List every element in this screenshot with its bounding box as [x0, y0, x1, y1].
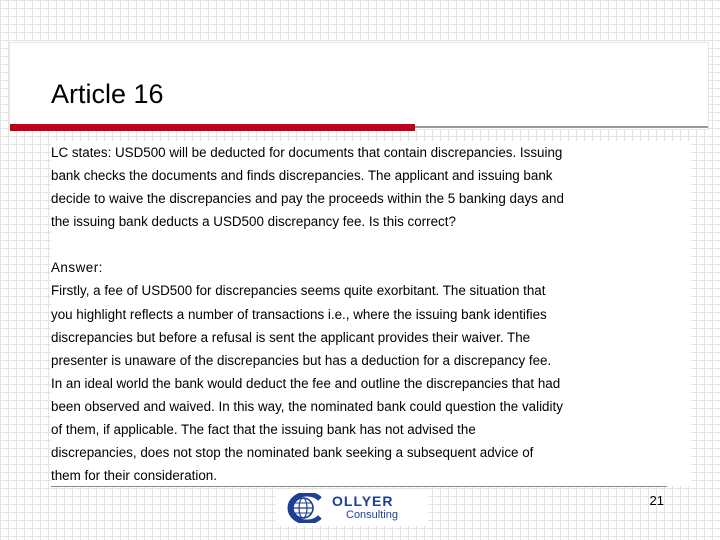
answer-line: discrepancies, does not stop the nominated bank seeking a subsequent advice of	[51, 445, 534, 461]
answer-line: been observed and waived. In this way, the nominated bank could question the validity	[51, 398, 563, 414]
answer-line: Firstly, a fee of USD500 for discrepancies seems quite exorbitant. The situation that	[51, 283, 546, 299]
footer-rule	[51, 486, 667, 487]
question-line: LC states: USD500 will be deducted for documents that contain discrepancies. Issuing	[51, 145, 563, 160]
answer-paragraph	[51, 256, 691, 487]
logo-wordmark: OLLYER	[332, 493, 394, 509]
question-line: bank checks the documents and finds discrepancies. The applicant and issuing bank	[51, 168, 553, 184]
answer-line: you highlight reflects a number of transactions i.e., where the issuing bank identifies	[51, 306, 547, 322]
paragraph-spacer	[51, 233, 691, 256]
answer-label: Answer:	[51, 260, 103, 276]
answer-line: them for their consideration.	[51, 468, 217, 484]
question-line: the issuing bank deducts a USD500 discrepancy fee. Is this correct?	[51, 214, 456, 230]
collyer-consulting-logo	[276, 490, 428, 526]
answer-line: In an ideal world the bank would deduct the fee and outline the discrepancies that had	[51, 375, 561, 391]
title-accent-rule	[10, 124, 415, 131]
title-secondary-rule	[415, 126, 708, 128]
globe-c-icon	[280, 493, 324, 523]
answer-line: presenter is unaware of the discrepancies but has a deduction for a discrepancy fee.	[51, 352, 552, 368]
answer-line: discrepancies but before a refusal is sent the applicant provides their waiver. The	[51, 329, 531, 345]
answer-line: of them, if applicable. The fact that the issuing bank has not advised the	[51, 422, 476, 438]
question-paragraph	[51, 141, 691, 233]
question-line: decide to waive the discrepancies and pay the proceeds within the 5 banking days and	[51, 191, 564, 207]
slide-title: Article 16	[51, 79, 164, 109]
logo-subtitle: Consulting	[346, 509, 398, 521]
page-number: 21	[649, 493, 664, 508]
slide-body	[51, 141, 691, 486]
